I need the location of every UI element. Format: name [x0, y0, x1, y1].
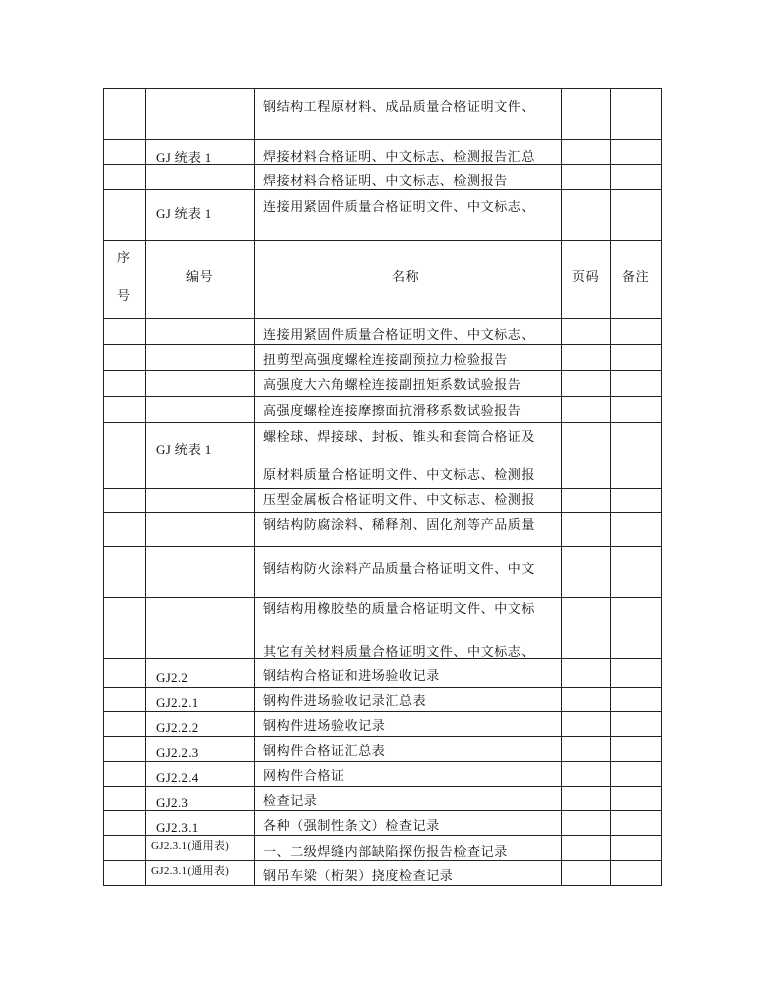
column-divider-name	[561, 88, 562, 886]
table-border-left	[103, 88, 104, 886]
row-line	[103, 786, 662, 787]
header-seq-bottom: 号	[117, 289, 131, 304]
header-name: 名称	[392, 270, 420, 285]
cell-name: 钢结构用橡胶垫的质量合格证明文件、中文标	[263, 602, 536, 617]
cell-name: 钢构件进场验收记录	[263, 719, 386, 734]
cell-name: 螺栓球、焊接球、封板、锥头和套筒合格证及	[263, 430, 536, 445]
cell-name: 钢结构合格证和进场验收记录	[263, 669, 440, 684]
cell-code: GJ2.3	[156, 795, 189, 810]
cell-name: 钢吊车梁（桁架）挠度检查记录	[263, 869, 454, 884]
cell-name: 钢构件进场验收记录汇总表	[263, 694, 427, 709]
header-page: 页码	[572, 270, 600, 285]
cell-name: 钢结构工程原材料、成品质量合格证明文件、	[263, 100, 536, 115]
cell-name: 连接用紧固件质量合格证明文件、中文标志、	[263, 328, 536, 343]
row-line	[103, 318, 662, 319]
column-divider-page	[610, 88, 611, 886]
row-line	[103, 687, 662, 688]
cell-name: 检查记录	[263, 794, 318, 809]
header-seq-top: 序	[117, 251, 131, 266]
row-line	[103, 761, 662, 762]
cell-name: 钢结构防火涂料产品质量合格证明文件、中文	[263, 562, 536, 577]
cell-code: GJ 统表 1	[156, 442, 212, 457]
row-line	[103, 240, 662, 241]
cell-code: GJ2.2.1	[156, 695, 199, 710]
header-code: 编号	[186, 270, 214, 285]
cell-code: GJ2.2.2	[156, 720, 199, 735]
cell-code: GJ2.3.1(通用表)	[151, 840, 230, 852]
cell-code: GJ2.2	[156, 670, 189, 685]
cell-name: 其它有关材料质量合格证明文件、中文标志、	[263, 645, 536, 660]
row-line	[103, 736, 662, 737]
row-line	[103, 422, 662, 423]
cell-code: GJ2.3.1	[156, 820, 199, 835]
row-line	[103, 370, 662, 371]
cell-code: GJ2.3.1(通用表)	[151, 865, 230, 877]
cell-name: 连接用紧固件质量合格证明文件、中文标志、	[263, 200, 536, 215]
cell-code: GJ 统表 1	[156, 150, 212, 165]
row-line	[103, 488, 662, 489]
cell-name: 扭剪型高强度螺栓连接副预拉力检验报告	[263, 353, 508, 368]
row-line	[103, 546, 662, 547]
row-line	[103, 139, 662, 140]
row-line	[103, 396, 662, 397]
header-note: 备注	[622, 270, 650, 285]
cell-name: 原材料质量合格证明文件、中文标志、检测报	[263, 468, 536, 483]
cell-name: 高强度螺栓连接摩擦面抗滑移系数试验报告	[263, 404, 522, 419]
cell-name: 焊接材料合格证明、中文标志、检测报告汇总	[263, 150, 536, 165]
row-line	[103, 512, 662, 513]
cell-code: GJ 统表 1	[156, 206, 212, 221]
row-line	[103, 88, 662, 89]
cell-name: 钢结构防腐涂料、稀释剂、固化剂等产品质量	[263, 518, 536, 533]
table-border-bottom	[103, 885, 662, 886]
cell-name: 网构件合格证	[263, 769, 345, 784]
cell-name: 一、二级焊缝内部缺陷探伤报告检查记录	[263, 845, 508, 860]
row-line	[103, 344, 662, 345]
cell-name: 压型金属板合格证明文件、中文标志、检测报	[263, 493, 536, 508]
table-border-right	[661, 88, 662, 886]
column-divider-code	[254, 88, 255, 886]
cell-code: GJ2.2.4	[156, 770, 199, 785]
row-line	[103, 597, 662, 598]
column-divider-seq	[145, 88, 146, 886]
row-line	[103, 711, 662, 712]
cell-name: 高强度大六角螺栓连接副扭矩系数试验报告	[263, 378, 522, 393]
cell-name: 各种（强制性条文）检查记录	[263, 819, 440, 834]
cell-code: GJ2.2.3	[156, 745, 199, 760]
cell-name: 焊接材料合格证明、中文标志、检测报告	[263, 174, 508, 189]
cell-name: 钢构件合格证汇总表	[263, 744, 386, 759]
